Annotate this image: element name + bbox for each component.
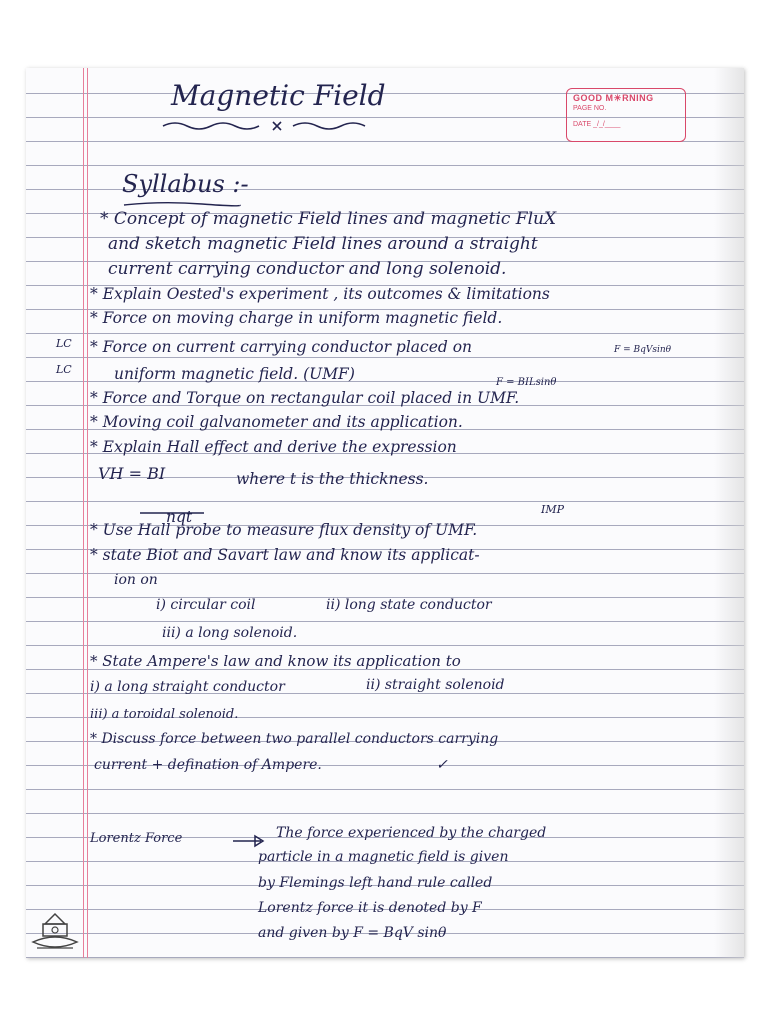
note-line: * Force on current carrying conductor placed on (90, 338, 473, 356)
note-line: ii) straight solenoid (366, 677, 505, 693)
margin-mark: LC (56, 337, 72, 350)
title-underline (161, 118, 371, 134)
note-line: where t is the thickness. (236, 470, 429, 488)
note-line: and sketch magnetic Field lines around a straight (108, 234, 538, 254)
note-line: * Force on moving charge in uniform magnetic field. (90, 309, 503, 327)
note-line: Lorentz Force (90, 831, 183, 846)
note-line: current + defination of Ampere. (94, 757, 322, 773)
note-line: ion on (114, 572, 158, 588)
cover-logo-icon (29, 910, 81, 954)
note-line: * Explain Hall effect and derive the expression (90, 438, 457, 456)
note-line: by Flemings left hand rule called (258, 875, 493, 891)
notebook-page (26, 68, 744, 958)
note-line: * Use Hall probe to measure flux density of UMF. (90, 521, 478, 539)
note-line: * Moving coil galvanometer and its application. (90, 413, 463, 431)
note-line: uniform magnetic field. (UMF) (114, 365, 355, 383)
note-line: The force experienced by the charged (276, 825, 547, 841)
syllabus-heading: Syllabus :- (122, 170, 249, 198)
note-line: Lorentz force it is denoted by F (258, 900, 482, 916)
note-line: iii) a toroidal solenoid. (90, 707, 239, 722)
formula-annotation: F = BqVsinθ (614, 345, 672, 355)
note-line: ii) long state conductor (326, 597, 492, 613)
note-line: * state Biot and Savart law and know its applicat- (90, 546, 480, 564)
margin-line (83, 68, 84, 958)
note-line: and given by F = BqV sinθ (258, 925, 447, 941)
note-line: iii) a long solenoid. (162, 625, 298, 641)
note-line: VH = BI (98, 464, 166, 483)
margin-mark: LC (56, 363, 72, 376)
notebook-brand: GOOD M☀RNING (573, 93, 654, 103)
fraction-bar (138, 510, 208, 516)
date-value: _/_/____ (593, 121, 621, 128)
note-line: current carrying conductor and long solenoid. (108, 259, 507, 279)
note-line: particle in a magnetic field is given (258, 849, 509, 865)
note-line: i) a long straight conductor (90, 679, 285, 695)
date-label (573, 121, 620, 128)
note-line: nqt (166, 508, 193, 526)
note-line: * Force and Torque on rectangular coil placed in UMF. (90, 389, 520, 407)
note-line: * Discuss force between two parallel conductors carrying (90, 731, 499, 747)
lorentz-arrow (231, 834, 271, 848)
note-line: i) circular coil (156, 597, 256, 613)
note-line: * Concept of magnetic Field lines and magnetic FluX (100, 209, 557, 229)
note-line: * Explain Oested's experiment , its outcomes & limitations (90, 285, 550, 303)
tick-mark: ✓ (436, 757, 448, 773)
date-label-text: DATE (573, 121, 592, 128)
note-line: * State Ampere's law and know its application to (90, 652, 461, 670)
page-title: Magnetic Field (171, 79, 386, 112)
margin-line (87, 68, 88, 958)
important-mark: IMP (541, 503, 565, 516)
page-no-label: PAGE NO. (573, 105, 607, 112)
page-header-stamp (566, 88, 686, 142)
formula-annotation: F = BILsinθ (496, 377, 557, 388)
